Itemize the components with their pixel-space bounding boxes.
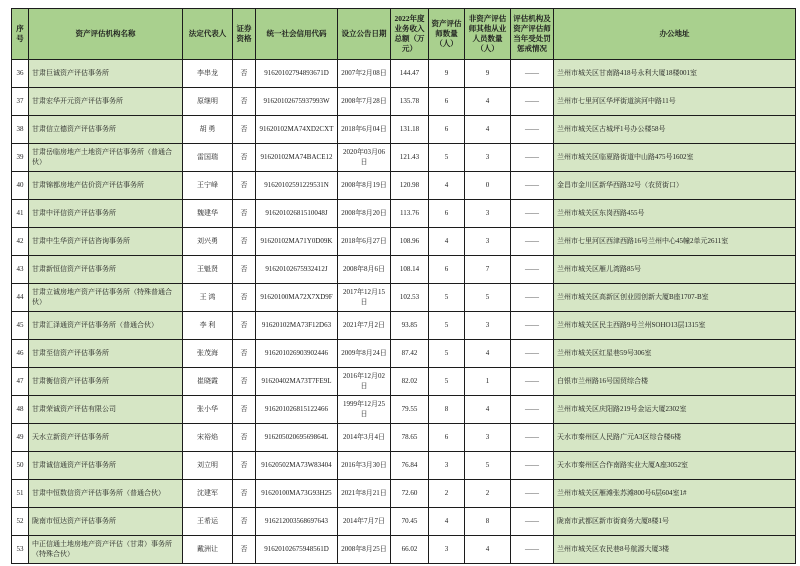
cell-office-address: 兰州市城关区农民巷8号航源大厦3楼 — [554, 536, 796, 564]
cell-legal-representative: 原继明 — [183, 88, 233, 116]
cell-announcement-date: 2014年3月4日 — [338, 424, 391, 452]
table-row — [12, 88, 796, 116]
cell-appraiser-count: 6 — [429, 424, 465, 452]
cell-appraiser-count: 3 — [429, 452, 465, 480]
cell-office-address: 兰州市七里河区华坪街道滨河中路11号 — [554, 88, 796, 116]
cell-credit-code: 91620402MA73T7FE9L — [256, 368, 338, 396]
table-row — [12, 116, 796, 144]
cell-announcement-date: 2021年8月21日 — [338, 480, 391, 508]
cell-punishment-status: —— — [511, 144, 554, 172]
cell-punishment-status: —— — [511, 480, 554, 508]
cell-office-address: 兰州市城关区高新区创业园创新大厦B座1707-B室 — [554, 284, 796, 312]
cell-securities-qualification: 否 — [233, 340, 256, 368]
cell-other-staff-count: 4 — [465, 340, 511, 368]
cell-office-address: 兰州市城关区雁滩张苏滩800号6层604室1# — [554, 480, 796, 508]
cell-office-address: 兰州市城关区临夏路街道中山路475号1602室 — [554, 144, 796, 172]
cell-appraiser-count: 3 — [429, 536, 465, 564]
table-row — [12, 396, 796, 424]
cell-serial-number: 39 — [12, 144, 29, 172]
cell-serial-number: 49 — [12, 424, 29, 452]
cell-announcement-date: 2008年7月28日 — [338, 88, 391, 116]
cell-serial-number: 48 — [12, 396, 29, 424]
header-institution-name: 资产评估机构名称 — [29, 9, 183, 60]
cell-credit-code: 91620502069569864L — [256, 424, 338, 452]
header-serial-number: 序号 — [12, 9, 29, 60]
cell-institution-name: 甘肃新恒信资产评估事务所 — [29, 256, 183, 284]
cell-announcement-date: 2018年6月27日 — [338, 228, 391, 256]
cell-office-address: 兰州市城关区庆阳路219号金运大厦2302室 — [554, 396, 796, 424]
cell-office-address: 金昌市金川区新华西路32号（农贸街口） — [554, 172, 796, 200]
table-row — [12, 368, 796, 396]
header-legal-representative: 法定代表人 — [183, 9, 233, 60]
cell-punishment-status: —— — [511, 172, 554, 200]
cell-announcement-date: 2016年3月30日 — [338, 452, 391, 480]
cell-serial-number: 44 — [12, 284, 29, 312]
cell-appraiser-count: 5 — [429, 312, 465, 340]
appraisal-firms-table — [11, 8, 796, 564]
cell-securities-qualification: 否 — [233, 256, 256, 284]
cell-announcement-date: 2021年7月2日 — [338, 312, 391, 340]
cell-legal-representative: 李串龙 — [183, 60, 233, 88]
table-body — [12, 60, 796, 564]
cell-legal-representative: 王宁峰 — [183, 172, 233, 200]
cell-office-address: 陇南市武都区新市街商务大厦8楼1号 — [554, 508, 796, 536]
cell-other-staff-count: 4 — [465, 536, 511, 564]
header-credit-code: 统一社会信用代码 — [256, 9, 338, 60]
cell-institution-name: 甘肃至信资产评估事务所 — [29, 340, 183, 368]
cell-announcement-date: 2008年8月19日 — [338, 172, 391, 200]
cell-legal-representative: 魏建华 — [183, 200, 233, 228]
table-row — [12, 340, 796, 368]
cell-appraiser-count: 5 — [429, 284, 465, 312]
cell-securities-qualification: 否 — [233, 228, 256, 256]
cell-securities-qualification: 否 — [233, 424, 256, 452]
cell-other-staff-count: 4 — [465, 116, 511, 144]
header-securities-qualification: 证券资格 — [233, 9, 256, 60]
cell-appraiser-count: 4 — [429, 228, 465, 256]
cell-other-staff-count: 5 — [465, 284, 511, 312]
cell-2022-income: 131.18 — [391, 116, 429, 144]
cell-announcement-date: 2008年8月20日 — [338, 200, 391, 228]
cell-securities-qualification: 否 — [233, 88, 256, 116]
cell-announcement-date: 2009年8月24日 — [338, 340, 391, 368]
cell-serial-number: 45 — [12, 312, 29, 340]
cell-institution-name: 甘肃中生华资产评估咨询事务所 — [29, 228, 183, 256]
cell-credit-code: 916201026815122466 — [256, 396, 338, 424]
cell-legal-representative: 崔晓霞 — [183, 368, 233, 396]
cell-office-address: 白银市兰州路16号国贸综合楼 — [554, 368, 796, 396]
cell-legal-representative: 胡 勇 — [183, 116, 233, 144]
cell-legal-representative: 雷国瑞 — [183, 144, 233, 172]
cell-institution-name: 甘肃锦都房地产估价资产评估事务所 — [29, 172, 183, 200]
cell-office-address: 兰州市七里河区西津西路16号兰州中心45幢2单元2611室 — [554, 228, 796, 256]
cell-2022-income: 108.96 — [391, 228, 429, 256]
cell-2022-income: 66.02 — [391, 536, 429, 564]
cell-legal-representative: 张茂海 — [183, 340, 233, 368]
cell-punishment-status: —— — [511, 116, 554, 144]
cell-securities-qualification: 否 — [233, 368, 256, 396]
cell-serial-number: 51 — [12, 480, 29, 508]
cell-legal-representative: 宋裕焰 — [183, 424, 233, 452]
cell-legal-representative: 刘兴勇 — [183, 228, 233, 256]
cell-other-staff-count: 3 — [465, 200, 511, 228]
cell-office-address: 兰州市城关区雁儿湾路85号 — [554, 256, 796, 284]
cell-credit-code: 91620102675932412J — [256, 256, 338, 284]
cell-other-staff-count: 1 — [465, 368, 511, 396]
cell-serial-number: 41 — [12, 200, 29, 228]
table-row — [12, 228, 796, 256]
cell-credit-code: 91620502MA73W83404 — [256, 452, 338, 480]
cell-other-staff-count: 2 — [465, 480, 511, 508]
cell-serial-number: 37 — [12, 88, 29, 116]
header-punishment-status: 评估机构及资产评估师当年受处罚惩戒情况 — [511, 9, 554, 60]
cell-securities-qualification: 否 — [233, 60, 256, 88]
cell-securities-qualification: 否 — [233, 396, 256, 424]
cell-appraiser-count: 6 — [429, 256, 465, 284]
cell-credit-code: 91620102675937993W — [256, 88, 338, 116]
cell-announcement-date: 2007年2月08日 — [338, 60, 391, 88]
cell-punishment-status: —— — [511, 284, 554, 312]
cell-other-staff-count: 7 — [465, 256, 511, 284]
cell-2022-income: 87.42 — [391, 340, 429, 368]
table-row — [12, 424, 796, 452]
table-row — [12, 536, 796, 564]
cell-institution-name: 甘肃岳临房地产土地资产评估事务所（普通合伙） — [29, 144, 183, 172]
cell-2022-income: 70.45 — [391, 508, 429, 536]
cell-punishment-status: —— — [511, 424, 554, 452]
cell-2022-income: 108.14 — [391, 256, 429, 284]
cell-securities-qualification: 否 — [233, 284, 256, 312]
header-other-staff-count: 非资产评估师其他从业人员数量（人） — [465, 9, 511, 60]
cell-institution-name: 甘肃中恒数信资产评估事务所（普通合伙） — [29, 480, 183, 508]
cell-serial-number: 52 — [12, 508, 29, 536]
cell-punishment-status: —— — [511, 228, 554, 256]
cell-credit-code: 91620102MA74XD2CXT — [256, 116, 338, 144]
cell-punishment-status: —— — [511, 340, 554, 368]
cell-other-staff-count: 5 — [465, 452, 511, 480]
table-row — [12, 144, 796, 172]
cell-appraiser-count: 4 — [429, 508, 465, 536]
cell-serial-number: 53 — [12, 536, 29, 564]
cell-institution-name: 甘肃宏华开元资产评估事务所 — [29, 88, 183, 116]
cell-office-address: 天水市秦州区合作南路实业大厦A座3052室 — [554, 452, 796, 480]
cell-2022-income: 93.85 — [391, 312, 429, 340]
cell-legal-representative: 李 利 — [183, 312, 233, 340]
cell-legal-representative: 王 鸿 — [183, 284, 233, 312]
cell-2022-income: 113.76 — [391, 200, 429, 228]
table-row — [12, 172, 796, 200]
cell-securities-qualification: 否 — [233, 312, 256, 340]
cell-other-staff-count: 9 — [465, 60, 511, 88]
cell-appraiser-count: 5 — [429, 340, 465, 368]
cell-institution-name: 甘肃巨诚资产评估事务所 — [29, 60, 183, 88]
cell-serial-number: 43 — [12, 256, 29, 284]
table-row — [12, 312, 796, 340]
cell-punishment-status: —— — [511, 60, 554, 88]
cell-other-staff-count: 3 — [465, 424, 511, 452]
cell-2022-income: 72.60 — [391, 480, 429, 508]
cell-2022-income: 121.43 — [391, 144, 429, 172]
cell-2022-income: 144.47 — [391, 60, 429, 88]
cell-punishment-status: —— — [511, 88, 554, 116]
cell-announcement-date: 2020年03月06日 — [338, 144, 391, 172]
cell-securities-qualification: 否 — [233, 172, 256, 200]
cell-office-address: 兰州市城关区民主西路9号兰州SOHO13层1315室 — [554, 312, 796, 340]
cell-2022-income: 78.65 — [391, 424, 429, 452]
table-row — [12, 200, 796, 228]
cell-announcement-date: 1999年12月25日 — [338, 396, 391, 424]
cell-punishment-status: —— — [511, 200, 554, 228]
cell-office-address: 兰州市城关区东岗西路455号 — [554, 200, 796, 228]
cell-punishment-status: —— — [511, 368, 554, 396]
cell-announcement-date: 2014年7月7日 — [338, 508, 391, 536]
cell-appraiser-count: 4 — [429, 172, 465, 200]
table-row — [12, 452, 796, 480]
cell-office-address: 天水市秦州区人民路广元A3区综合楼6楼 — [554, 424, 796, 452]
cell-other-staff-count: 3 — [465, 228, 511, 256]
cell-appraiser-count: 6 — [429, 200, 465, 228]
cell-institution-name: 陇南市恒达资产评估事务所 — [29, 508, 183, 536]
cell-credit-code: 91620102MA73F12D63 — [256, 312, 338, 340]
cell-appraiser-count: 6 — [429, 88, 465, 116]
cell-institution-name: 甘肃信立德资产评估事务所 — [29, 116, 183, 144]
cell-institution-name: 天水立新资产评估事务所 — [29, 424, 183, 452]
cell-office-address: 兰州市城关区古城坪1号办公楼58号 — [554, 116, 796, 144]
cell-other-staff-count: 4 — [465, 88, 511, 116]
header-2022-income: 2022年度业务收入总额（万元） — [391, 9, 429, 60]
cell-other-staff-count: 3 — [465, 144, 511, 172]
cell-punishment-status: —— — [511, 536, 554, 564]
cell-other-staff-count: 0 — [465, 172, 511, 200]
cell-credit-code: 91620100MA72X7XD9F — [256, 284, 338, 312]
cell-securities-qualification: 否 — [233, 116, 256, 144]
cell-2022-income: 82.02 — [391, 368, 429, 396]
cell-2022-income: 76.84 — [391, 452, 429, 480]
cell-institution-name: 甘肃立诚房地产资产评估事务所（特殊普通合伙） — [29, 284, 183, 312]
cell-legal-representative: 戴洲让 — [183, 536, 233, 564]
cell-announcement-date: 2008年8月6日 — [338, 256, 391, 284]
cell-institution-name: 甘肃诚信通资产评估事务所 — [29, 452, 183, 480]
header-announcement-date: 设立公告日期 — [338, 9, 391, 60]
cell-other-staff-count: 3 — [465, 312, 511, 340]
cell-punishment-status: —— — [511, 256, 554, 284]
cell-securities-qualification: 否 — [233, 536, 256, 564]
cell-office-address: 兰州市城关区甘南路418号永利大厦18楼001室 — [554, 60, 796, 88]
cell-punishment-status: —— — [511, 312, 554, 340]
cell-other-staff-count: 8 — [465, 508, 511, 536]
cell-punishment-status: —— — [511, 452, 554, 480]
cell-appraiser-count: 2 — [429, 480, 465, 508]
cell-serial-number: 50 — [12, 452, 29, 480]
cell-credit-code: 91620102MA74BACE12 — [256, 144, 338, 172]
appraisal-firms-table-sheet — [11, 8, 796, 564]
cell-appraiser-count: 9 — [429, 60, 465, 88]
cell-appraiser-count: 5 — [429, 144, 465, 172]
header-office-address: 办公地址 — [554, 9, 796, 60]
cell-2022-income: 79.55 — [391, 396, 429, 424]
cell-serial-number: 40 — [12, 172, 29, 200]
cell-legal-representative: 沈建军 — [183, 480, 233, 508]
cell-credit-code: 91620102MA71Y0D09K — [256, 228, 338, 256]
cell-institution-name: 甘肃衡信资产评估事务所 — [29, 368, 183, 396]
cell-punishment-status: —— — [511, 396, 554, 424]
cell-securities-qualification: 否 — [233, 200, 256, 228]
table-row — [12, 508, 796, 536]
cell-credit-code: 91620102681510048J — [256, 200, 338, 228]
cell-appraiser-count: 8 — [429, 396, 465, 424]
cell-announcement-date: 2008年8月25日 — [338, 536, 391, 564]
cell-credit-code: 916201026903902446 — [256, 340, 338, 368]
cell-announcement-date: 2017年12月15日 — [338, 284, 391, 312]
table-row — [12, 284, 796, 312]
cell-credit-code: 91620100MA73G93H25 — [256, 480, 338, 508]
cell-institution-name: 中正信通土地房地产资产评估（甘肃）事务所（特殊合伙） — [29, 536, 183, 564]
cell-office-address: 兰州市城关区红星巷59号306室 — [554, 340, 796, 368]
cell-announcement-date: 2018年6月04日 — [338, 116, 391, 144]
cell-legal-representative: 刘立明 — [183, 452, 233, 480]
cell-securities-qualification: 否 — [233, 480, 256, 508]
table-row — [12, 256, 796, 284]
cell-credit-code: 91620102794893671D — [256, 60, 338, 88]
cell-2022-income: 120.98 — [391, 172, 429, 200]
cell-credit-code: 91620102591229531N — [256, 172, 338, 200]
cell-institution-name: 甘肃汇泽通资产评估事务所（普通合伙） — [29, 312, 183, 340]
cell-other-staff-count: 4 — [465, 396, 511, 424]
cell-institution-name: 甘肃中评信资产评估事务所 — [29, 200, 183, 228]
cell-serial-number: 46 — [12, 340, 29, 368]
cell-appraiser-count: 6 — [429, 116, 465, 144]
cell-appraiser-count: 5 — [429, 368, 465, 396]
cell-serial-number: 36 — [12, 60, 29, 88]
cell-punishment-status: —— — [511, 508, 554, 536]
cell-securities-qualification: 否 — [233, 144, 256, 172]
cell-legal-representative: 王希运 — [183, 508, 233, 536]
cell-legal-representative: 王魁贤 — [183, 256, 233, 284]
cell-serial-number: 42 — [12, 228, 29, 256]
cell-institution-name: 甘肃荣诚资产评估有限公司 — [29, 396, 183, 424]
cell-credit-code: 91620102675948561D — [256, 536, 338, 564]
header-appraiser-count: 资产评估师数量（人） — [429, 9, 465, 60]
cell-2022-income: 102.53 — [391, 284, 429, 312]
cell-serial-number: 38 — [12, 116, 29, 144]
cell-legal-representative: 张小华 — [183, 396, 233, 424]
header-row — [12, 9, 796, 60]
table-row — [12, 60, 796, 88]
table-row — [12, 480, 796, 508]
cell-announcement-date: 2016年12月02日 — [338, 368, 391, 396]
cell-credit-code: 916212003568697643 — [256, 508, 338, 536]
cell-securities-qualification: 否 — [233, 508, 256, 536]
cell-serial-number: 47 — [12, 368, 29, 396]
cell-2022-income: 135.78 — [391, 88, 429, 116]
cell-securities-qualification: 否 — [233, 452, 256, 480]
